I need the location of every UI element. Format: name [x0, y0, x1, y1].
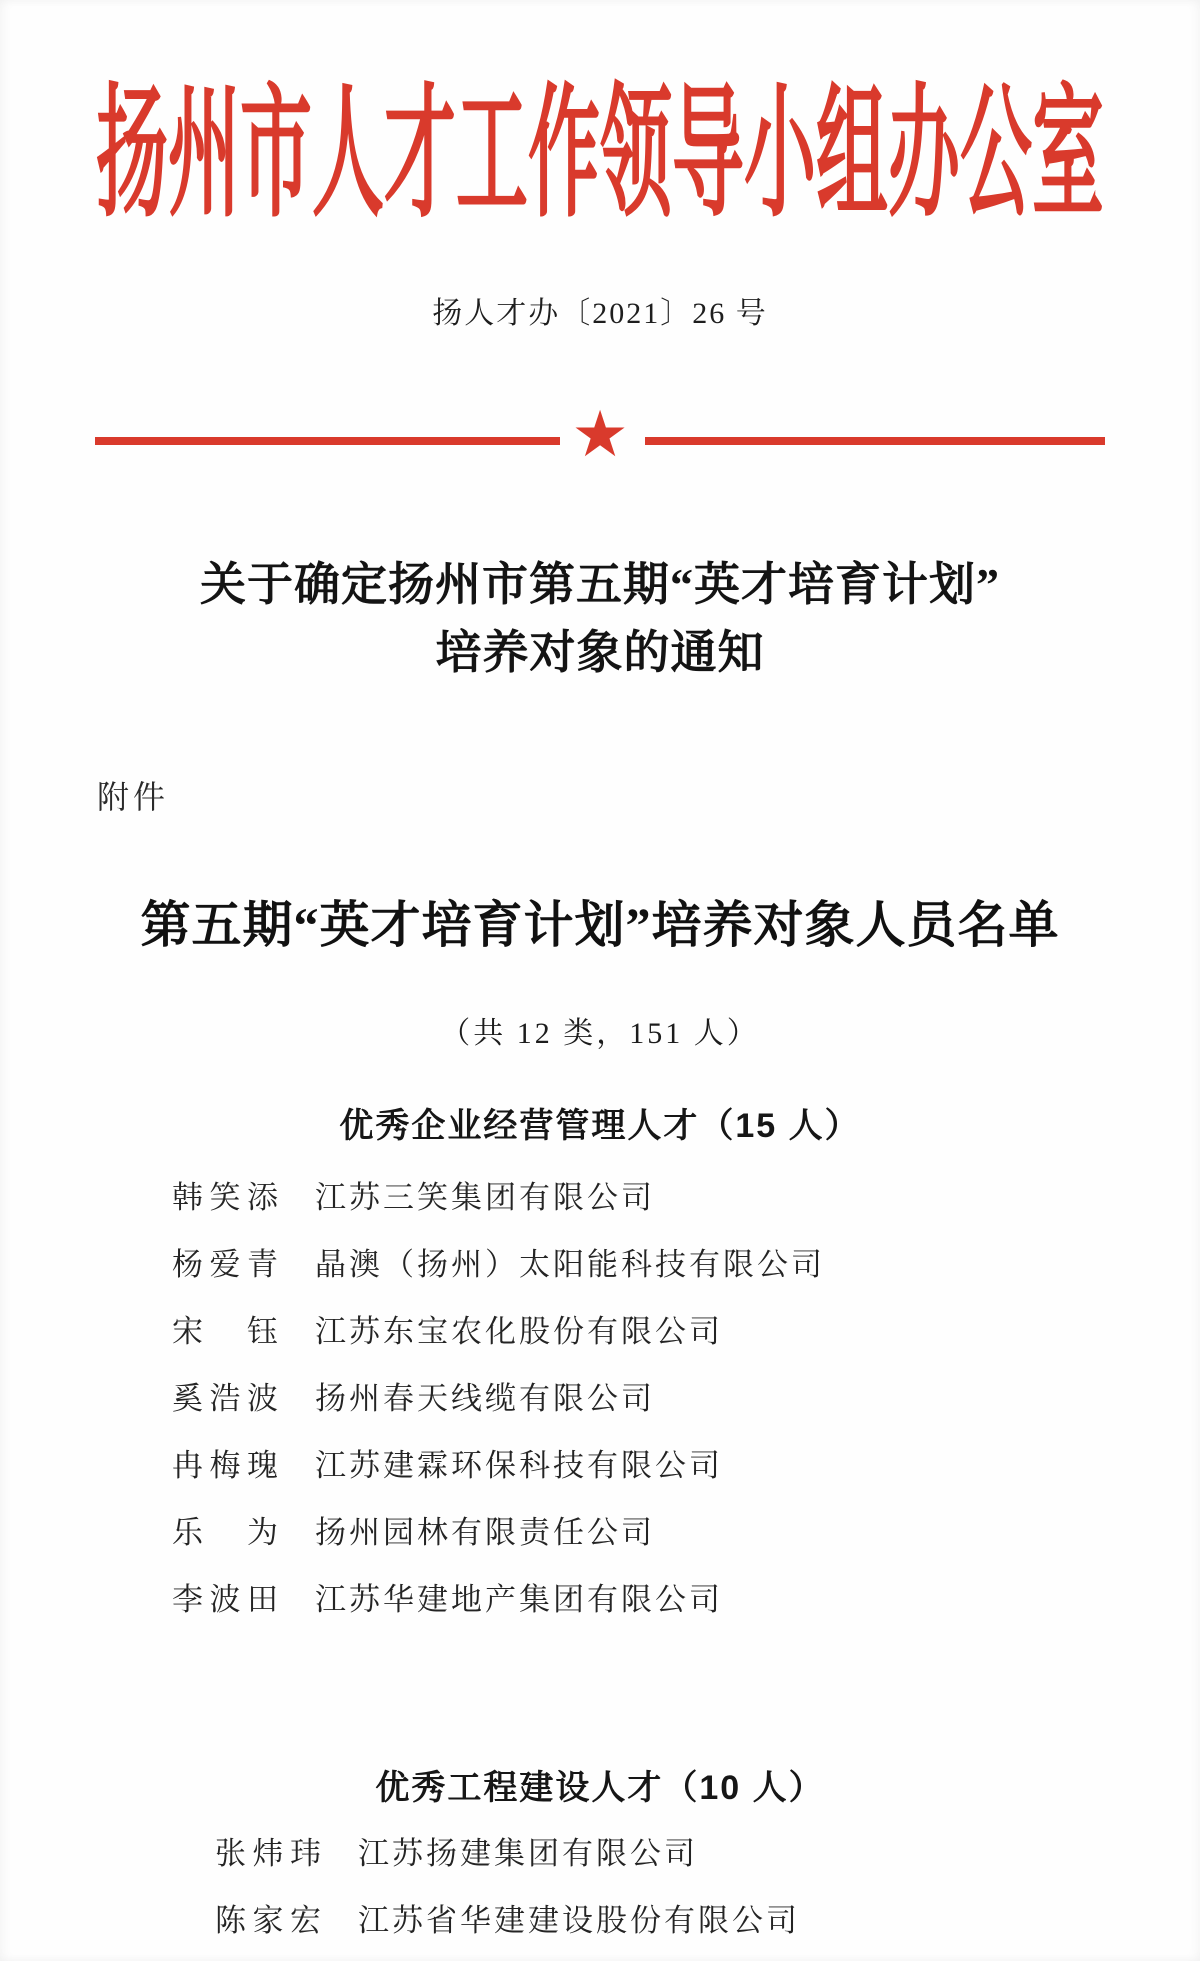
person-name: 杨 爱 青: [172, 1247, 278, 1282]
star-icon: ★: [571, 398, 629, 472]
company-name: 晶澳（扬州）太阳能科技有限公司: [315, 1247, 825, 1282]
list-item: [172, 1247, 825, 1283]
list-item: [215, 1903, 800, 1939]
company-name: 江苏三笑集团有限公司: [315, 1180, 655, 1215]
company-name: 扬州春天线缆有限公司: [315, 1381, 655, 1416]
company-name: 扬州园林有限责任公司: [315, 1515, 655, 1550]
person-name: 乐 为: [172, 1515, 278, 1550]
person-name: 宋 钰: [172, 1314, 278, 1349]
notice-title-line2: 培养对象的通知: [435, 627, 765, 678]
letterhead-title: [0, 75, 1200, 235]
count-note: （共 12 类，151 人）: [440, 1017, 760, 1050]
company-name: 江苏省华建建设股份有限公司: [358, 1903, 800, 1938]
company-name: 江苏扬建集团有限公司: [358, 1836, 698, 1871]
list-item: [172, 1448, 825, 1484]
company-name: 江苏建霖环保科技有限公司: [315, 1448, 723, 1483]
person-name: 韩 笑 添: [172, 1180, 278, 1215]
section-rows-engineering-construction: [215, 1836, 800, 1961]
person-name: 冉 梅 瑰: [172, 1448, 278, 1483]
list-item: [172, 1180, 825, 1216]
document-number: 扬人才办〔2021〕26 号: [432, 297, 768, 330]
section-heading-engineering-construction: 优秀工程建设人才（10 人）: [375, 1769, 825, 1807]
notice-title-line1: 关于确定扬州市第五期“英才培育计划”: [200, 559, 1000, 610]
letterhead-text: 扬州市人才工作领导小组办公室: [95, 75, 1104, 235]
list-item: [172, 1381, 825, 1417]
person-name: 奚 浩 波: [172, 1381, 278, 1416]
list-title: 第五期“英才培育计划”培养对象人员名单: [140, 897, 1060, 953]
list-item: [215, 1836, 800, 1872]
company-name: 江苏东宝农化股份有限公司: [315, 1314, 723, 1349]
person-name: 张 炜 玮: [215, 1836, 321, 1871]
list-item: [172, 1314, 825, 1350]
section-heading-enterprise-managers: 优秀企业经营管理人才（15 人）: [339, 1107, 861, 1145]
company-name: 江苏华建地产集团有限公司: [315, 1582, 723, 1617]
list-item: [172, 1515, 825, 1551]
person-name: 李 波 田: [172, 1582, 278, 1617]
section-rows-enterprise-managers: [172, 1180, 825, 1649]
person-name: 陈 家 宏: [215, 1903, 321, 1938]
list-item: [172, 1582, 825, 1618]
attachment-label: 附件: [97, 779, 170, 815]
